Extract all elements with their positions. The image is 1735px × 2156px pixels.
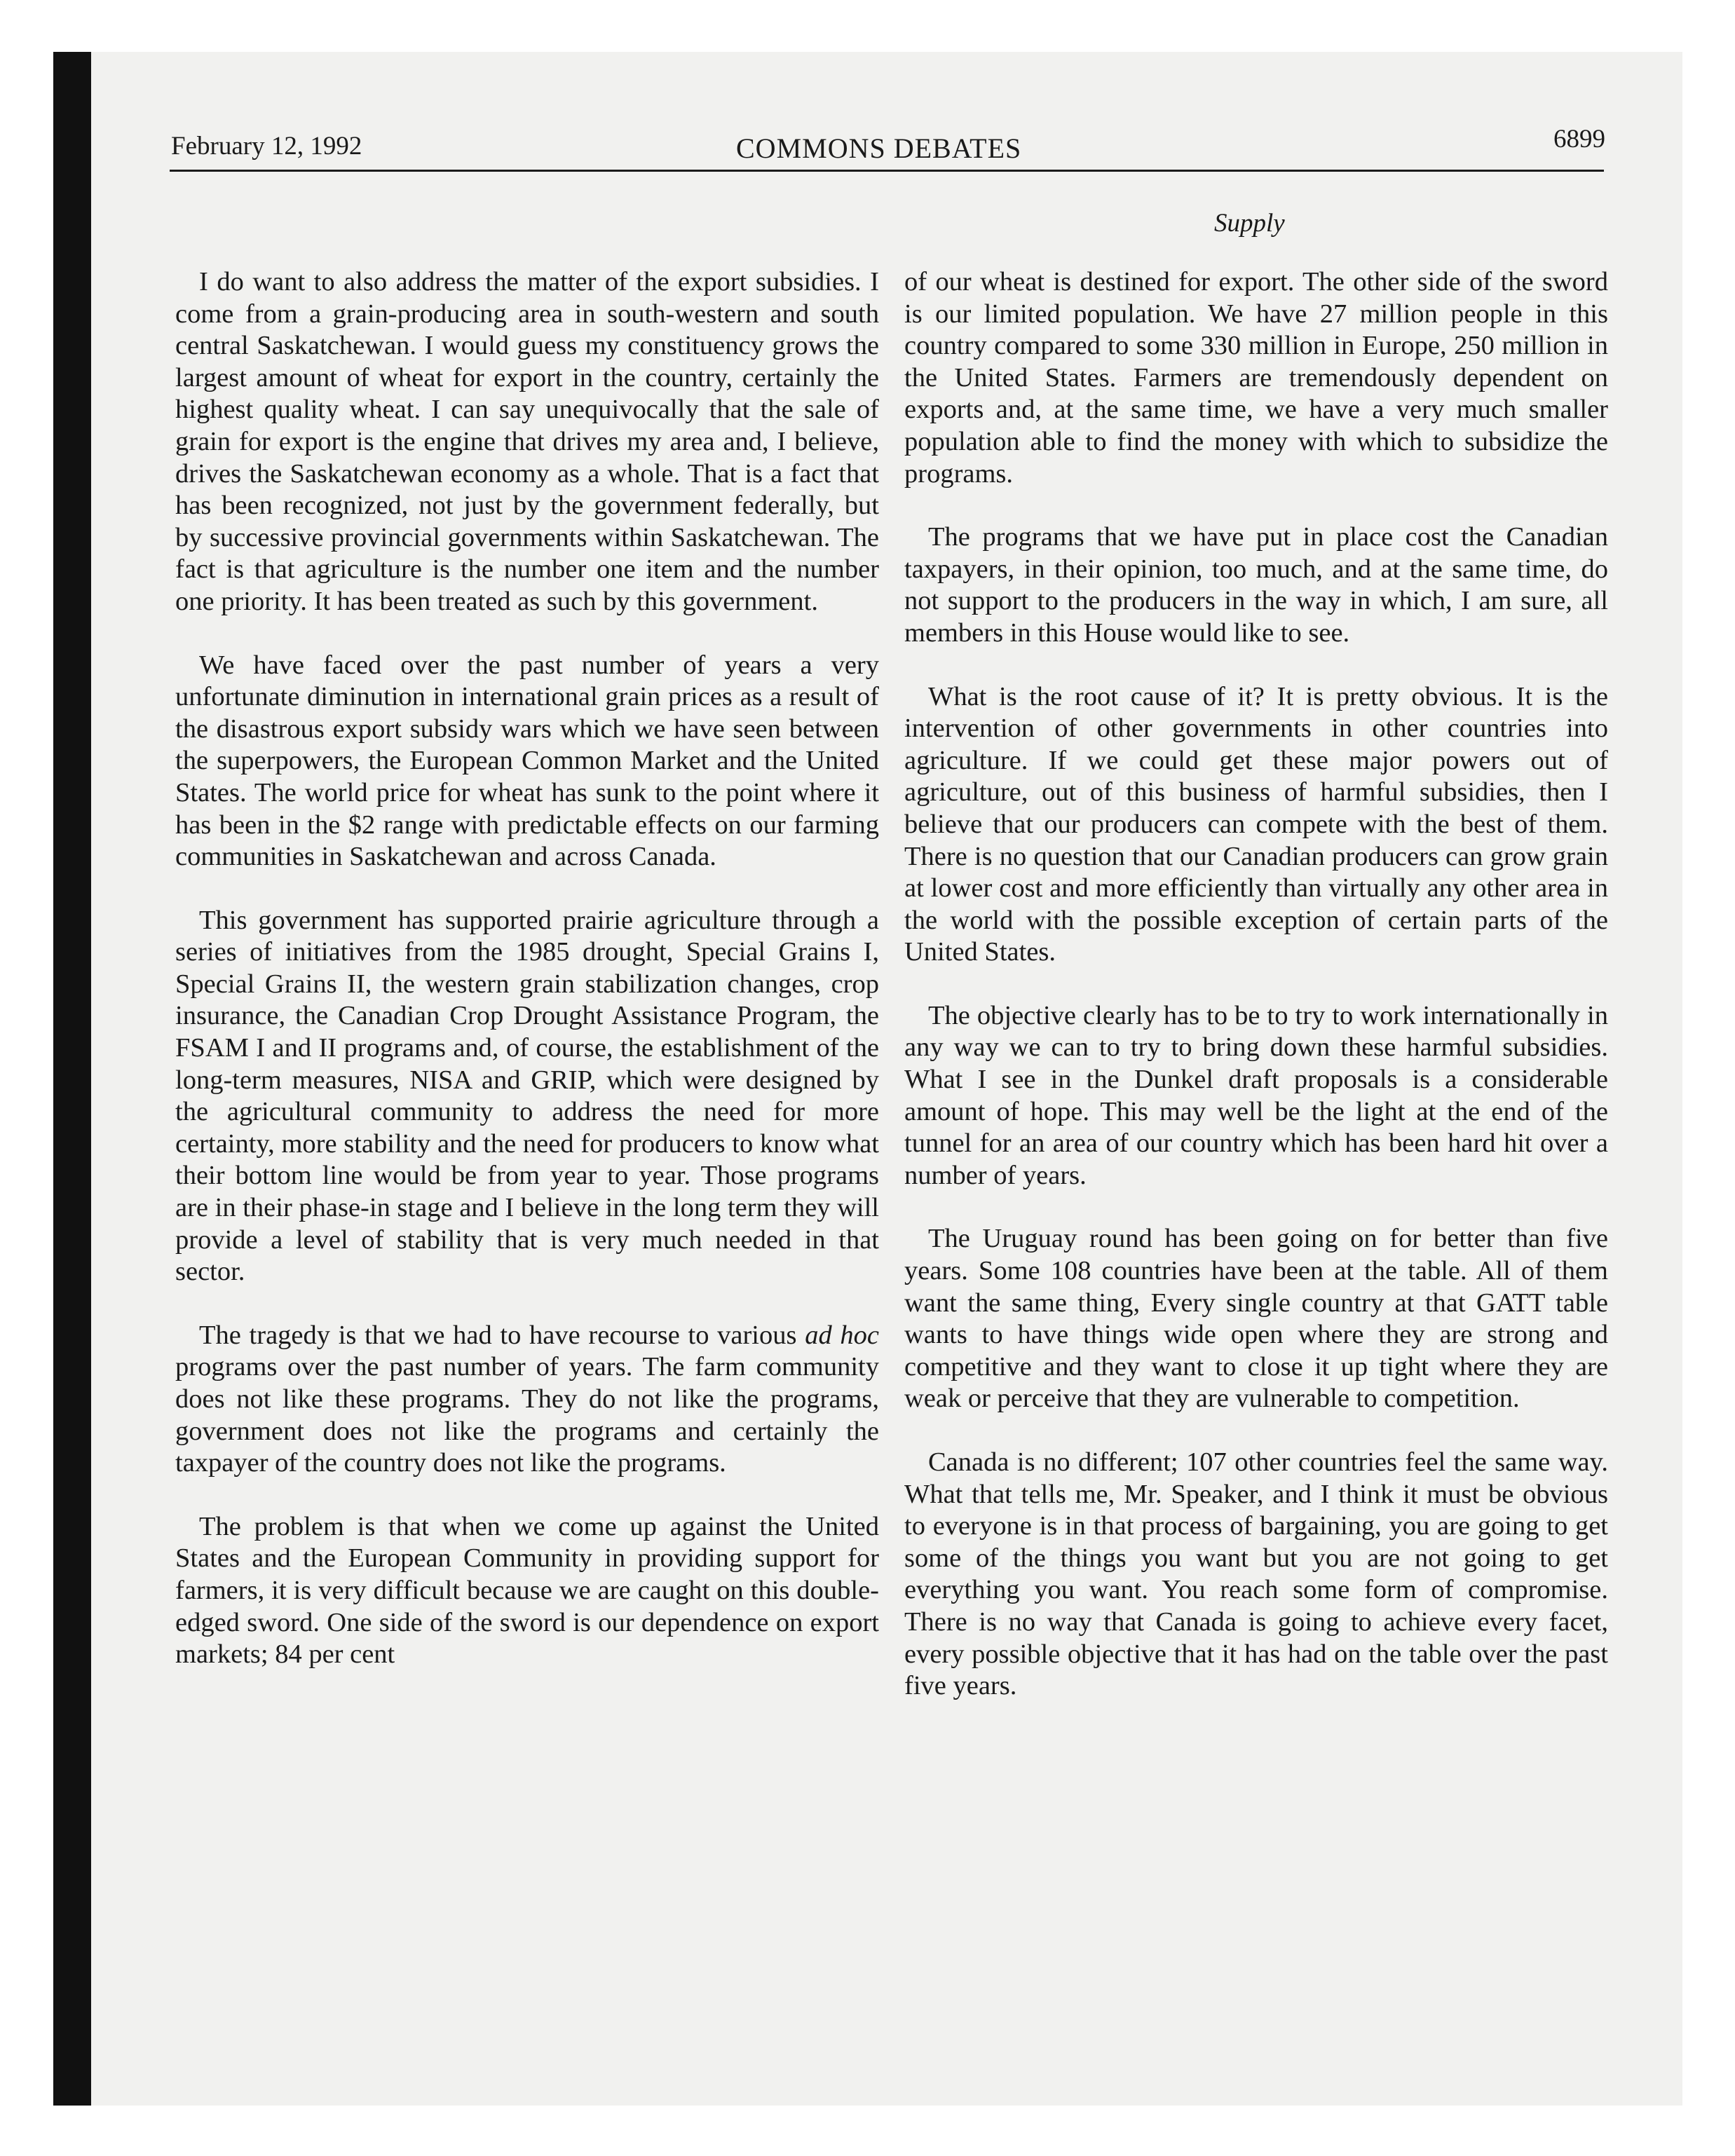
header-date: February 12, 1992 (171, 132, 362, 161)
paragraph-text: programs over the past number of years. The farm community does not like these programs. They do not like the programs, government does not like the programs and certainly the taxpayer of the country does not like the programs. (175, 1352, 879, 1478)
paragraph (175, 1320, 879, 1480)
section-label: Supply (1214, 209, 1285, 238)
paragraph: We have faced over the past number of years a very unfortunate diminution in international grain prices as a result of the disastrous export subsidy wars which we have seen between the superpowers, the European Common Market and the United States. The world price for wheat has sunk to the point where it has been in the $2 range with predictable effects on our farming communities in Saskatchewan and across Canada. (175, 650, 879, 872)
paragraph: The problem is that when we come up against the United States and the European Community in providing support for farmers, it is very difficult because we are caught on this double-edged sword. One side of the sword is our dependence on export markets; 84 per cent (175, 1511, 879, 1670)
paragraph: The Uruguay round has been going on for better than five years. Some 108 countries have been at the table. All of them want the same thing, Every single country at that GATT table wants to have things wide open where they are strong and competitive and they want to close it up tight where they are weak or perceive that they are vulnerable to competition. (904, 1224, 1608, 1414)
header-rule (170, 170, 1604, 172)
paragraph: This government has supported prairie agriculture through a series of initiatives from the 1985 drought, Special Grains I, Special Grains II, the western grain stabilization changes, crop insurance, the Canadian Crop Drought Assistance Program, the FSAM I and II programs and, of course, the establishment of the long-term measures, NISA and GRIP, which were designed by the agricultural community to address the need for more certainty, more stability and the need for producers to know what their bottom line would be from year to year. Those programs are in their phase-in stage and I believe in the long term they will provide a level of stability that is very much needed in that sector. (175, 905, 879, 1287)
paragraph: I do want to also address the matter of the export subsidies. I come from a grain-producing area in south-western and south central Saskatchewan. I would guess my constituency grows the largest amount of wheat for export in the country, certainly the highest quality wheat. I can say unequivocally that the sale of grain for export is the engine that drives my area and, I believe, drives the Saskatchewan economy as a whole. That is a fact that has been recognized, not just by the government federally, but by successive provincial governments within Saskatchewan. The fact is that agriculture is the number one item and the number one priority. It has been treated as such by this government. (175, 267, 879, 616)
paragraph: The objective clearly has to be to try to work internationally in any way we can to try to bring down these harmful subsidies. What I see in the Dunkel draft proposals is a considerable amount of hope. This may well be the light at the end of the tunnel for an area of our country which has been hard hit over a number of years. (904, 1000, 1608, 1190)
scan-binding-edge (53, 52, 91, 2106)
header-title: COMMONS DEBATES (736, 132, 1022, 164)
italic-phrase: ad hoc (805, 1320, 879, 1350)
paragraph: What is the root cause of it? It is pretty obvious. It is the intervention of other governments in other countries into agriculture. If we could get these major powers out of agriculture, out of this business of harmful subsidies, then I believe that our producers can compete with the best of them. There is no question that our Canadian producers can grow grain at lower cost and more efficiently than virtually any other area in the world with the possible exception of certain parts of the United States. (904, 681, 1608, 967)
paragraph: Canada is no different; 107 other countries feel the same way. What that tells me, Mr. Speaker, and I think it must be obvious to everyone is in that process of bargaining, you are going to get some of the things you want but you are not going to get everything you want. You reach some form of compromise. There is no way that Canada is going to achieve every facet, every possible objective that it has had on the table over the past five years. (904, 1447, 1608, 1701)
paragraph-continued: of our wheat is destined for export. The other side of the sword is our limited population. We have 27 million people in this country compared to some 330 million in Europe, 250 million in the United States. Farmers are tremendously dependent on exports and, at the same time, we have a very much smaller population able to find the money with which to subsidize the programs. (904, 267, 1608, 489)
left-column (175, 266, 879, 1703)
right-column (904, 266, 1608, 1734)
paragraph: The programs that we have put in place cost the Canadian taxpayers, in their opinion, too much, and at the same time, do not support to the producers in the way in which, I am sure, all members in this House would like to see. (904, 522, 1608, 648)
paragraph-text: The tragedy is that we had to have recourse to various (199, 1320, 797, 1350)
page-number: 6899 (1553, 125, 1605, 153)
